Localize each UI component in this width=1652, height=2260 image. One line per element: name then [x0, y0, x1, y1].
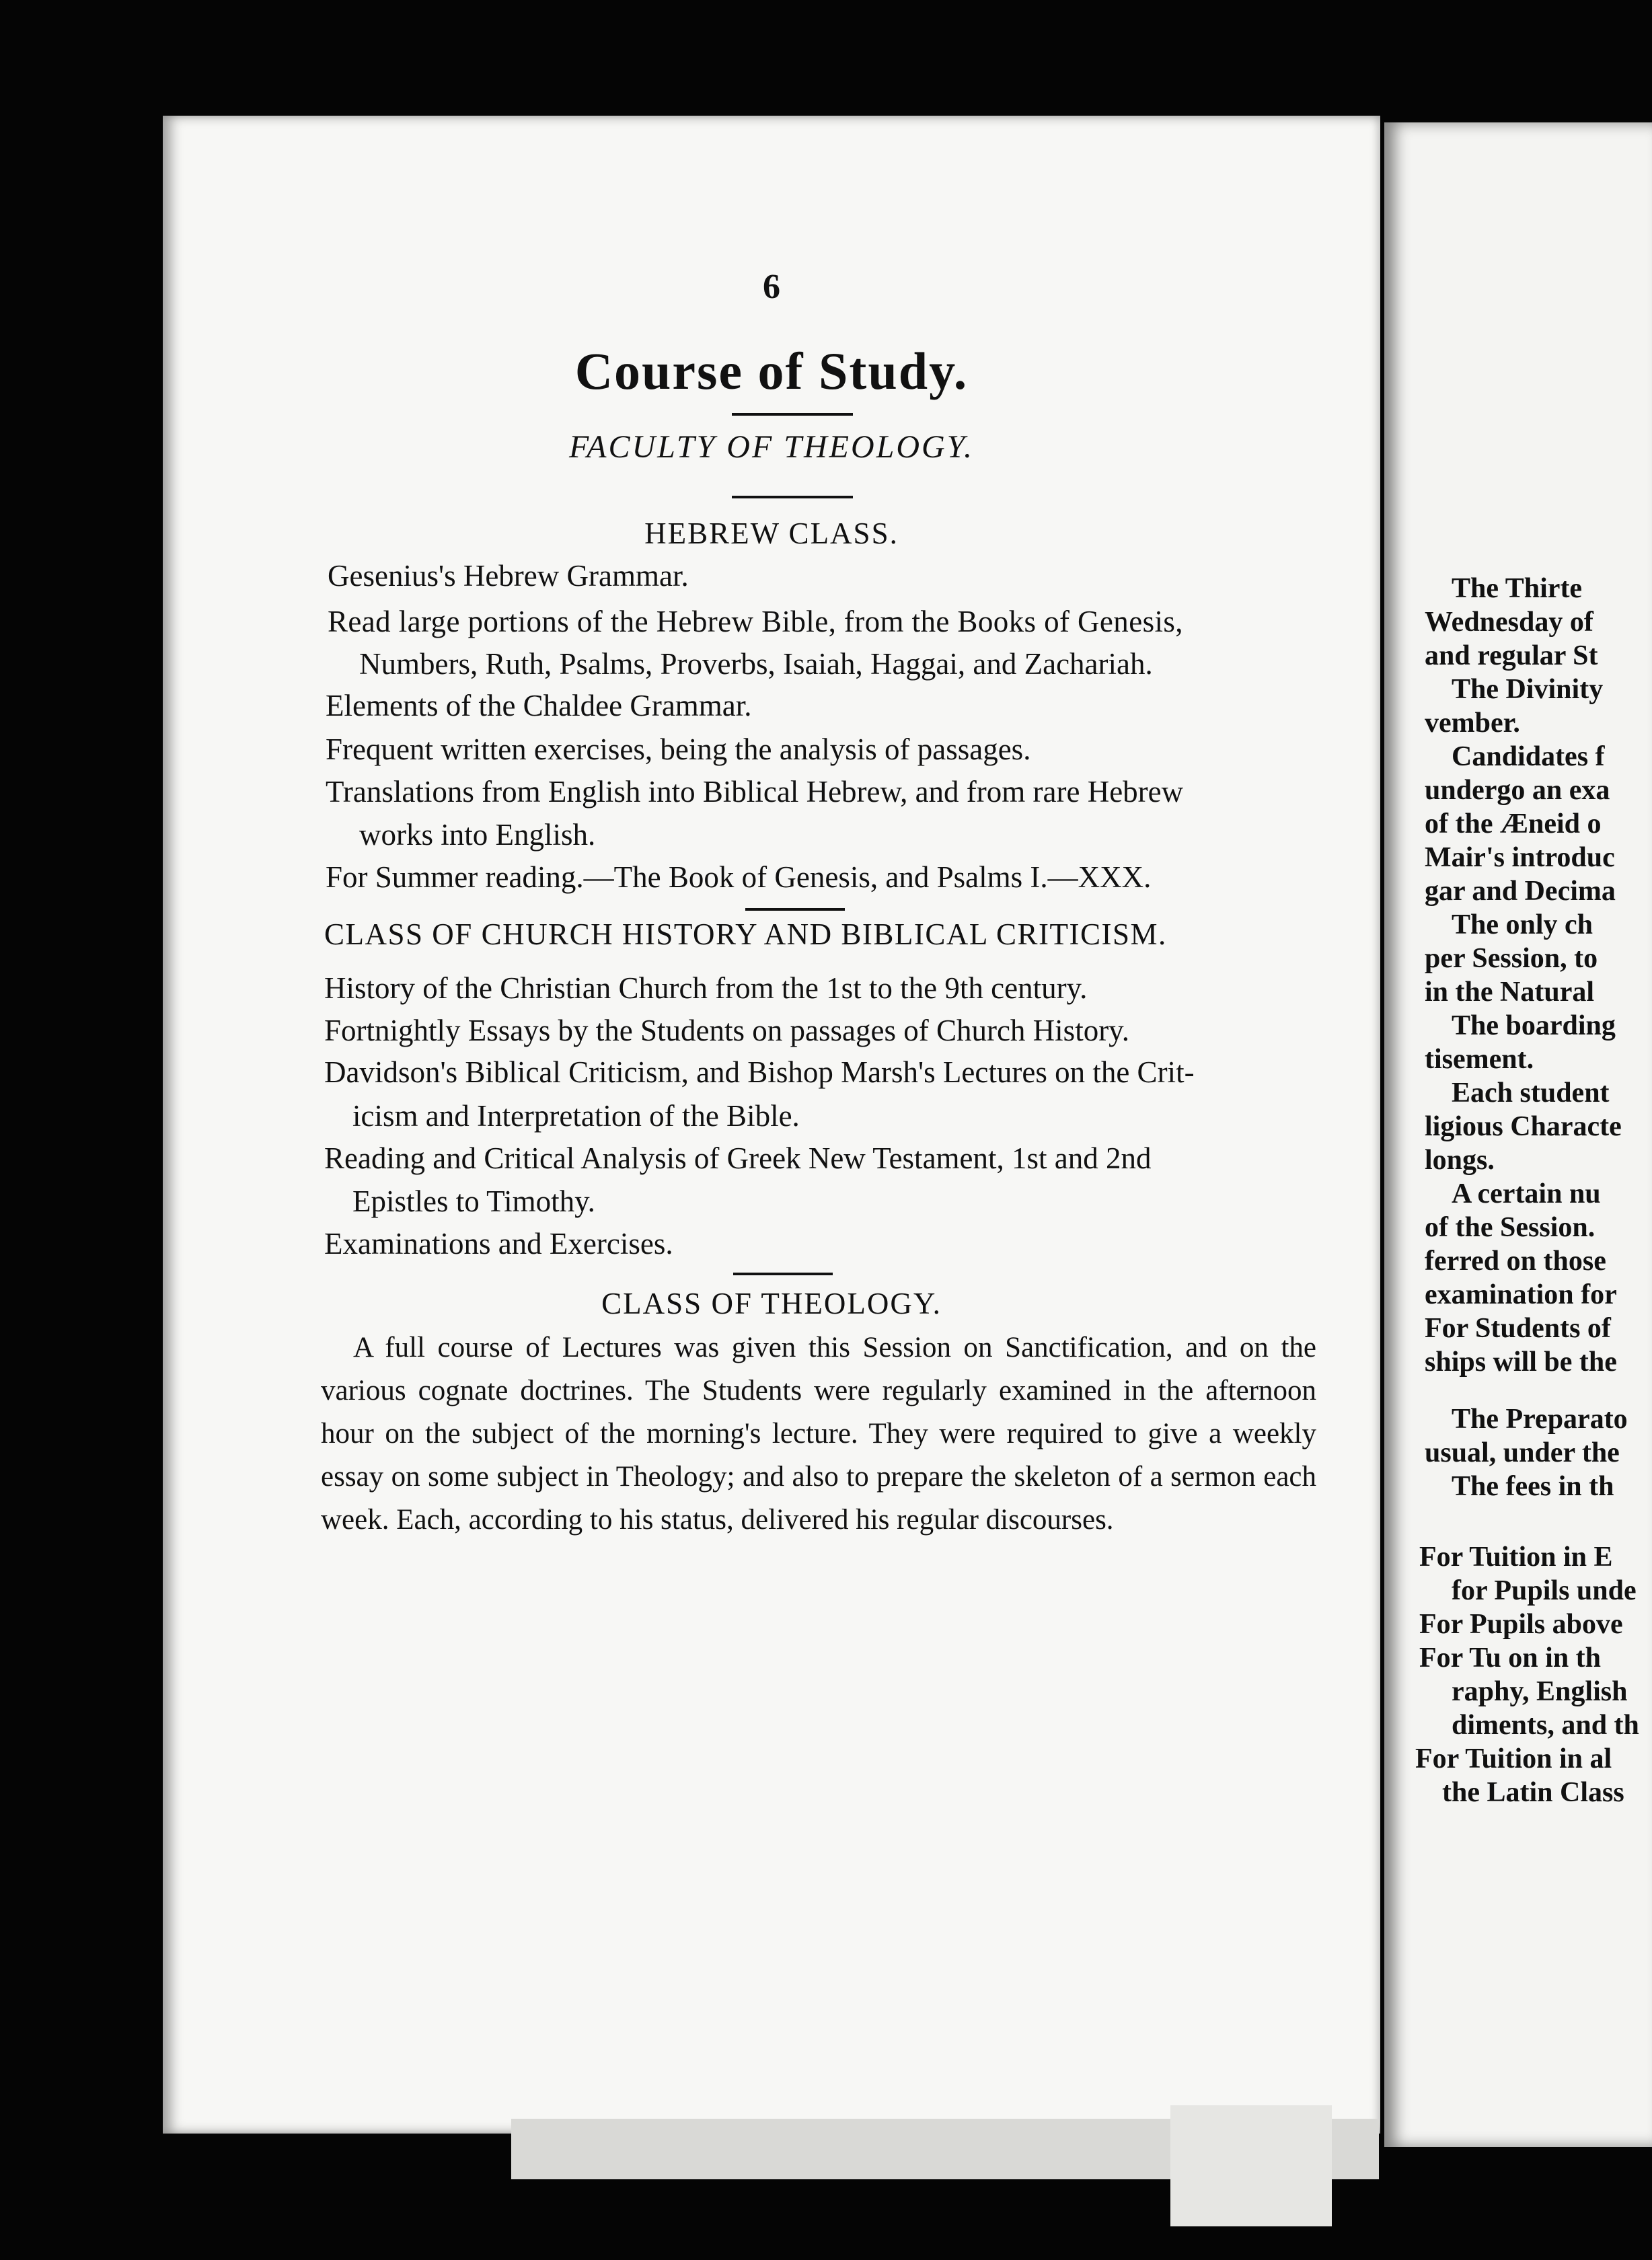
right-page-line: For Students of [1425, 1313, 1611, 1344]
hebrew-line: Read large portions of the Hebrew Bible, from the Books of Genesis, [328, 605, 1183, 638]
church-history-line: Reading and Critical Analysis of Greek New Testament, 1st and 2nd [324, 1141, 1152, 1175]
hebrew-line: For Summer reading.—The Book of Genesis, and Psalms I.—XXX. [326, 860, 1152, 894]
right-page-line: For Tuition in al [1415, 1743, 1612, 1774]
church-history-heading: CLASS OF CHURCH HISTORY AND BIBLICAL CRITICISM. [324, 917, 1167, 951]
section-rule [733, 1273, 833, 1275]
right-page-line: A certain nu [1452, 1178, 1601, 1209]
right-page-line: raphy, English [1452, 1676, 1628, 1707]
right-page-line: Wednesday of [1425, 607, 1593, 638]
hebrew-line: Elements of the Chaldee Grammar. [326, 689, 752, 722]
right-page-line: usual, under the [1425, 1437, 1620, 1468]
hebrew-line: Gesenius's Hebrew Grammar. [328, 559, 689, 593]
church-history-line: History of the Christian Church from the 1st to the 9th century. [324, 971, 1088, 1005]
hebrew-line: Translations from English into Biblical Hebrew, and from rare Hebrew [326, 775, 1184, 808]
right-page-line: undergo an exa [1425, 775, 1610, 806]
right-page-line: tisement. [1425, 1044, 1534, 1075]
right-page-line: Each student [1452, 1078, 1610, 1108]
church-history-line: Epistles to Timothy. [352, 1184, 595, 1218]
church-history-line: Fortnightly Essays by the Students on passages of Church History. [324, 1014, 1130, 1047]
right-page-line: gar and Decima [1425, 876, 1616, 907]
faculty-heading: FACULTY OF THEOLOGY. [569, 429, 974, 465]
right-page-line: per Session, to [1425, 943, 1598, 974]
theology-paragraph: A full course of Lectures was given this Session on Sanctification, and on the various cognate doctrines. The Students were regularly examined in the afternoon hour on the subject of the morning's lecture. They were required to give a weekly essay on some subject in Theology; and also to prepare the skeleton of a sermon each week. Each, according to his status, delivered his regular discourses. [321, 1332, 1316, 1536]
faculty-rule [732, 496, 853, 498]
hebrew-line: Numbers, Ruth, Psalms, Proverbs, Isaiah, Haggai, and Zachariah. [359, 647, 1153, 681]
right-page-line: diments, and th [1452, 1710, 1639, 1741]
right-page-line: ligious Characte [1425, 1111, 1622, 1142]
right-page-line: The Divinity [1452, 674, 1604, 705]
right-page-line: of the Æneid o [1425, 808, 1602, 839]
right-page-line: For Tu on in th [1419, 1643, 1602, 1673]
theology-heading: CLASS OF THEOLOGY. [601, 1287, 942, 1320]
hebrew-line: Frequent written exercises, being the analysis of passages. [326, 732, 1031, 766]
right-page-line: the Latin Class [1442, 1777, 1624, 1808]
running-title: Course of Study. [574, 342, 969, 400]
page-clip [1170, 2105, 1332, 2226]
right-page-line: examination for [1425, 1279, 1617, 1310]
left-page [163, 116, 1380, 2134]
right-page [1384, 122, 1652, 2147]
church-history-line: icism and Interpretation of the Bible. [352, 1099, 800, 1133]
section-rule [745, 908, 845, 911]
right-page-line: The Thirte [1452, 573, 1583, 604]
right-page-line: The only ch [1452, 909, 1593, 940]
hebrew-line: works into English. [359, 818, 596, 852]
hebrew-class-heading: HEBREW CLASS. [644, 517, 899, 550]
church-history-line: Davidson's Biblical Criticism, and Bishop Marsh's Lectures on the Crit- [324, 1055, 1195, 1089]
right-page-line: of the Session. [1425, 1212, 1595, 1243]
right-page-line: longs. [1425, 1145, 1495, 1176]
right-page-line: and regular St [1425, 640, 1598, 671]
right-page-line: Candidates f [1452, 741, 1605, 772]
right-page-line: in the Natural [1425, 977, 1594, 1008]
right-page-line: ferred on those [1425, 1246, 1606, 1277]
page-number: 6 [763, 268, 780, 306]
right-page-line: The fees in th [1452, 1471, 1614, 1502]
right-page-line: for Pupils unde [1452, 1575, 1637, 1606]
right-page-line: The boarding [1452, 1010, 1616, 1041]
right-page-line: vember. [1425, 708, 1520, 739]
church-history-line: Examinations and Exercises. [324, 1227, 673, 1260]
right-page-line: Mair's introduc [1425, 842, 1615, 873]
right-page-line: ships will be the [1425, 1347, 1617, 1378]
right-page-line: The Preparato [1452, 1404, 1628, 1435]
title-rule [732, 413, 853, 416]
right-page-line: For Pupils above [1419, 1609, 1623, 1640]
right-page-line: For Tuition in E [1419, 1542, 1613, 1573]
